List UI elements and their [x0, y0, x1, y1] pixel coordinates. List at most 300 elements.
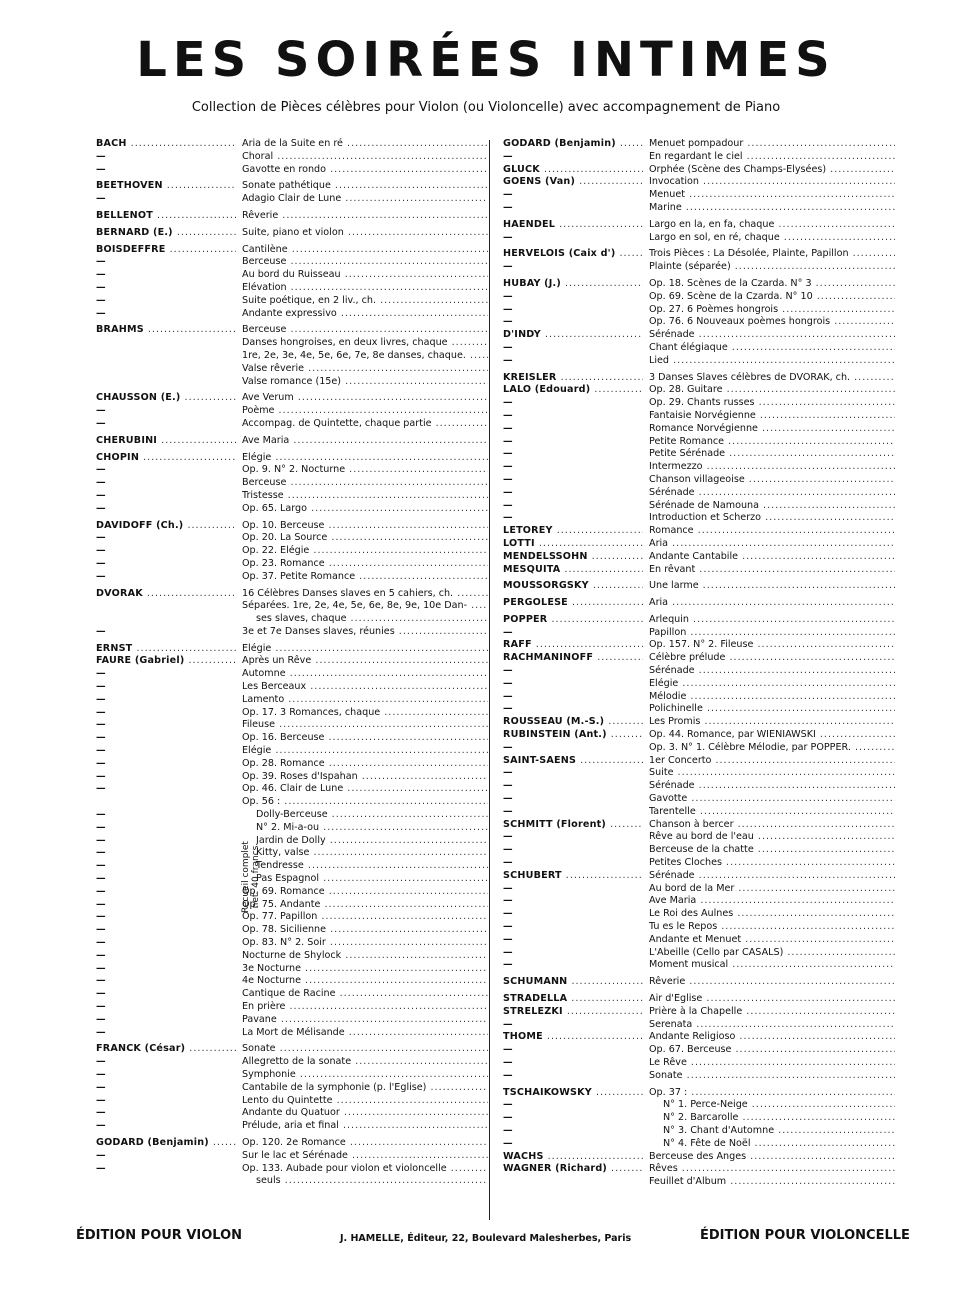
piece-title: Chant élégiaque ..... [649, 342, 895, 355]
composer-name: — [503, 844, 513, 856]
piece-title: Cantilène ..... [242, 244, 488, 257]
piece-title: 4e Nocturne ..... [242, 975, 488, 988]
catalog-row [503, 976, 895, 989]
piece-title: 1er Concerto ..... [649, 755, 895, 768]
catalog-row [96, 1014, 488, 1027]
composer-name: — [503, 1018, 513, 1030]
piece-title: Tarentelle ..... [649, 806, 895, 819]
composer-name: — [96, 1026, 106, 1038]
composer-name: — [96, 1081, 106, 1093]
piece-title: Op. 20. La Source ..... [242, 532, 488, 545]
piece-title: Sérénade ..... [649, 487, 895, 500]
piece-title: Tristesse ..... [242, 490, 488, 503]
footer-edition-violin: ÉDITION POUR VIOLON [76, 1228, 243, 1243]
catalog-row [96, 809, 488, 822]
piece-title: Andante expressivo ..... [242, 308, 488, 321]
piece-title: Berceuse ..... [242, 256, 488, 269]
piece-title: Feuillet d'Album ..... [649, 1176, 895, 1189]
composer-name: BEETHOVEN ..... [96, 180, 236, 193]
piece-title: Op. 157. N° 2. Fileuse ..... [649, 639, 895, 652]
catalog-row [503, 304, 895, 317]
piece-title: Allegretto de la sonate ..... [242, 1056, 488, 1069]
catalog-row [503, 500, 895, 513]
composer-name: THOME ..... [503, 1031, 643, 1044]
catalog-row [503, 1006, 895, 1019]
catalog-row [503, 1087, 895, 1100]
catalog-row [96, 210, 488, 223]
catalog-row [503, 512, 895, 525]
composer-name: — [503, 150, 513, 162]
composer-name: — [503, 341, 513, 353]
piece-title: Aria de la Suite en ré ..... [242, 138, 488, 151]
catalog-row [503, 1163, 895, 1176]
piece-title: Op. 67. Berceuse ..... [649, 1044, 895, 1057]
catalog-row [503, 564, 895, 577]
catalog-row [96, 963, 488, 976]
catalog-row [96, 719, 488, 732]
catalog-row [503, 819, 895, 832]
composer-name: — [96, 1056, 106, 1068]
composer-name: — [503, 677, 513, 689]
catalog-row [503, 164, 895, 177]
piece-title: Suite, piano et violon ..... [242, 227, 488, 240]
catalog-row [503, 410, 895, 423]
catalog-row [503, 461, 895, 474]
composer-name: STRADELLA ..... [503, 993, 643, 1006]
composer-name: — [96, 281, 106, 293]
composer-name: — [96, 1094, 106, 1106]
piece-title: En regardant le ciel ..... [649, 151, 895, 164]
catalog-row [96, 151, 488, 164]
composer-name: PERGOLESE ..... [503, 597, 643, 610]
catalog-row [96, 405, 488, 418]
composer-name: — [503, 921, 513, 933]
composer-name: — [503, 665, 513, 677]
composer-name: MENDELSSOHN ..... [503, 551, 643, 564]
catalog-row [96, 745, 488, 758]
catalog-row [96, 937, 488, 950]
composer-name: — [96, 732, 106, 744]
piece-title: Op. 37 : ..... [649, 1087, 895, 1100]
catalog-row [503, 316, 895, 329]
piece-title: Berceuse ..... [242, 477, 488, 490]
composer-name: — [96, 557, 106, 569]
composer-name: — [96, 532, 106, 544]
piece-title: Rêverie ..... [242, 210, 488, 223]
catalog-row [96, 532, 488, 545]
catalog-row [503, 755, 895, 768]
composer-name: — [96, 988, 106, 1000]
piece-title: Andante et Menuet ..... [649, 934, 895, 947]
composer-name: — [96, 307, 106, 319]
piece-title: Romance ..... [649, 525, 895, 538]
composer-name: — [503, 767, 513, 779]
piece-title: Danses hongroises, en deux livres, chaque ..... [242, 337, 488, 350]
composer-name: TSCHAIKOWSKY ..... [503, 1087, 643, 1100]
composer-name: — [503, 397, 513, 409]
catalog-row [503, 627, 895, 640]
catalog-row [96, 1056, 488, 1069]
piece-title: Op. 76. 6 Nouveaux poèmes hongrois ..... [649, 316, 895, 329]
catalog-row [96, 655, 488, 668]
footer-publisher: J. HAMELLE, Éditeur, 22, Boulevard Malesherbes, Paris [340, 1233, 632, 1244]
catalog-row [503, 278, 895, 291]
composer-name: BRAHMS ..... [96, 324, 236, 337]
composer-name: D'INDY ..... [503, 329, 643, 342]
catalog-row [503, 176, 895, 189]
piece-title: Trois Pièces : La Désolée, Plainte, Papillon ..... [649, 248, 895, 261]
composer-name: — [503, 473, 513, 485]
catalog-row [503, 793, 895, 806]
piece-title: Op. 44. Romance, par WIENIAWSKI ..... [649, 729, 895, 742]
catalog-row [96, 256, 488, 269]
composer-name: — [503, 201, 513, 213]
composer-name: — [503, 1112, 513, 1124]
composer-name: LETOREY ..... [503, 525, 643, 538]
composer-name: — [96, 809, 106, 821]
catalog-row [96, 164, 488, 177]
piece-title: Lied ..... [649, 355, 895, 368]
piece-title: Op. 17. 3 Romances, chaque ..... [242, 707, 488, 720]
catalog-row [96, 1120, 488, 1133]
piece-title: 3e Nocturne ..... [242, 963, 488, 976]
catalog-row [96, 308, 488, 321]
catalog-row [96, 392, 488, 405]
piece-title: Op. 133. Aubade pour violon et violoncelle ..... [242, 1163, 488, 1176]
catalog-row [503, 1057, 895, 1070]
composer-name: SCHUMANN ..... [503, 976, 643, 989]
composer-name: MESQUITA ..... [503, 564, 643, 577]
catalog-row [503, 934, 895, 947]
composer-name: — [503, 499, 513, 511]
piece-title: Jardin de Dolly ..... [256, 835, 488, 848]
piece-title: Op. 9. N° 2. Nocturne ..... [242, 464, 488, 477]
piece-title: Op. 69. Scène de la Czarda. N° 10 ..... [649, 291, 895, 304]
piece-title: Sérénade ..... [649, 665, 895, 678]
composer-name: — [96, 1120, 106, 1132]
piece-title: Moment musical ..... [649, 959, 895, 972]
piece-title: Op. 22. Elégie ..... [242, 545, 488, 558]
catalog-row [96, 1082, 488, 1095]
piece-title: Cantique de Racine ..... [242, 988, 488, 1001]
catalog-row [96, 886, 488, 899]
catalog-row [503, 1070, 895, 1083]
catalog-row [503, 261, 895, 274]
piece-title: Adagio Clair de Lune ..... [242, 193, 488, 206]
catalog-row [96, 138, 488, 151]
piece-title: Berceuse de la chatte ..... [649, 844, 895, 857]
catalog-row [96, 988, 488, 1001]
catalog-row [96, 873, 488, 886]
catalog-row [96, 244, 488, 257]
catalog-row [503, 487, 895, 500]
catalog-row [96, 503, 488, 516]
composer-name: — [503, 261, 513, 273]
catalog-row [503, 525, 895, 538]
catalog-row [503, 448, 895, 461]
catalog-row [503, 678, 895, 691]
composer-name: — [96, 757, 106, 769]
catalog-row [503, 857, 895, 870]
piece-title: Elégie ..... [242, 452, 488, 465]
composer-name: — [503, 1137, 513, 1149]
piece-title: Tu es le Repos ..... [649, 921, 895, 934]
piece-title: Sur le lac et Sérénade ..... [242, 1150, 488, 1163]
composer-name: — [503, 908, 513, 920]
composer-name: — [503, 895, 513, 907]
composer-name: — [96, 719, 106, 731]
piece-title: Menuet ..... [649, 189, 895, 202]
catalog-row [96, 975, 488, 988]
piece-title: Valse rêverie ..... [242, 363, 488, 376]
catalog-row [96, 1043, 488, 1056]
composer-name: HERVELOIS (Caix d') ..... [503, 248, 643, 261]
composer-name: — [96, 911, 106, 923]
piece-title: Cantabile de la symphonie (p. l'Eglise) ..... [242, 1082, 488, 1095]
catalog-row [503, 342, 895, 355]
piece-title: Sérénade de Namouna ..... [649, 500, 895, 513]
catalog-row [96, 337, 488, 350]
catalog-row [96, 1163, 488, 1176]
piece-title: Célèbre prélude ..... [649, 652, 895, 665]
catalog-row [503, 652, 895, 665]
composer-name: — [96, 464, 106, 476]
composer-name: WAGNER (Richard) ..... [503, 1163, 643, 1176]
composer-name: KREISLER ..... [503, 372, 643, 385]
composer-name: — [96, 269, 106, 281]
piece-title: Elégie ..... [242, 745, 488, 758]
column-divider [489, 140, 490, 1220]
piece-title: 1re, 2e, 3e, 4e, 5e, 6e, 7e, 8e danses, chaque. ..... [242, 350, 488, 363]
right-catalog-column [503, 138, 895, 1189]
composer-name: MOUSSORGSKY ..... [503, 580, 643, 593]
piece-title: Op. 28. Guitare ..... [649, 384, 895, 397]
piece-title: Dolly-Berceuse ..... [256, 809, 488, 822]
catalog-row [503, 806, 895, 819]
catalog-row [96, 1001, 488, 1014]
composer-name: — [503, 290, 513, 302]
piece-title: Tendresse ..... [256, 860, 488, 873]
catalog-row [96, 783, 488, 796]
catalog-row [503, 883, 895, 896]
composer-name: — [503, 793, 513, 805]
piece-title: Op. 56 : ..... [242, 796, 488, 809]
catalog-row [503, 597, 895, 610]
piece-title: Kitty, valse ..... [256, 847, 488, 860]
piece-title: Op. 27. 6 Poèmes hongrois ..... [649, 304, 895, 317]
composer-name: BERNARD (E.) ..... [96, 227, 236, 240]
recueil-note-text: Recueil complet net: 40 francs [241, 841, 261, 913]
catalog-row [503, 691, 895, 704]
catalog-row [96, 950, 488, 963]
catalog-row [503, 716, 895, 729]
piece-title: Séparées. 1re, 2e, 4e, 5e, 6e, 8e, 9e, 10e Dan- ..... [242, 600, 488, 613]
composer-name: — [96, 898, 106, 910]
composer-name: POPPER ..... [503, 614, 643, 627]
catalog-row [503, 1112, 895, 1125]
piece-title: Andante du Quatuor ..... [242, 1107, 488, 1120]
piece-title: N° 4. Fête de Noël ..... [663, 1138, 895, 1151]
catalog-row [503, 1176, 895, 1189]
composer-name: — [503, 435, 513, 447]
composer-name: — [96, 1068, 106, 1080]
catalog-row [96, 435, 488, 448]
catalog-row [96, 363, 488, 376]
composer-name: — [503, 1056, 513, 1068]
catalog-row [503, 291, 895, 304]
piece-title: Au bord de la Mer ..... [649, 883, 895, 896]
catalog-row [503, 947, 895, 960]
composer-name: — [96, 625, 106, 637]
composer-name: ROUSSEAU (M.-S.) ..... [503, 716, 643, 729]
composer-name: BACH ..... [96, 138, 236, 151]
composer-name: — [96, 834, 106, 846]
piece-title: Lamento ..... [242, 694, 488, 707]
catalog-row [96, 1027, 488, 1040]
composer-name: — [96, 668, 106, 680]
piece-title: Op. 39. Roses d'Ispahan ..... [242, 771, 488, 784]
piece-title: Gavotte en rondo ..... [242, 164, 488, 177]
catalog-row [503, 474, 895, 487]
piece-title: Fileuse ..... [242, 719, 488, 732]
piece-title: Au bord du Ruisseau ..... [242, 269, 488, 282]
composer-name: — [96, 193, 106, 205]
piece-title: Elégie ..... [242, 643, 488, 656]
piece-title: seuls ..... [256, 1175, 488, 1188]
composer-name: GODARD (Benjamin) ..... [503, 138, 643, 151]
catalog-row [96, 452, 488, 465]
catalog-row [503, 767, 895, 780]
composer-name: — [96, 821, 106, 833]
composer-name: — [96, 256, 106, 268]
composer-name: GLUCK ..... [503, 164, 643, 177]
composer-name: — [503, 189, 513, 201]
piece-title: Rêves ..... [649, 1163, 895, 1176]
catalog-row [503, 580, 895, 593]
piece-title: Automne ..... [242, 668, 488, 681]
piece-title: Chanson à bercer ..... [649, 819, 895, 832]
piece-title: Orphée (Scène des Champs-Elysées) ..... [649, 164, 895, 177]
catalog-row [503, 436, 895, 449]
piece-title: Polichinelle ..... [649, 703, 895, 716]
piece-title: Prélude, aria et final ..... [242, 1120, 488, 1133]
composer-name: RUBINSTEIN (Ant.) ..... [503, 729, 643, 742]
catalog-row [96, 626, 488, 639]
piece-title: Ave Maria ..... [649, 895, 895, 908]
catalog-row [96, 847, 488, 860]
piece-title: Largo en la, en fa, chaque ..... [649, 219, 895, 232]
piece-title: En prière ..... [242, 1001, 488, 1014]
composer-name: — [96, 570, 106, 582]
composer-name: HAENDEL ..... [503, 219, 643, 232]
piece-title: 16 Célèbres Danses slaves en 5 cahiers, ch. ..... [242, 588, 488, 601]
composer-name: BOISDEFFRE ..... [96, 244, 236, 257]
catalog-row [96, 758, 488, 771]
piece-title: Sérénade ..... [649, 329, 895, 342]
composer-name: — [503, 741, 513, 753]
catalog-row [503, 372, 895, 385]
catalog-row [96, 295, 488, 308]
piece-title: Les Promis ..... [649, 716, 895, 729]
catalog-row [503, 1151, 895, 1164]
composer-name: HUBAY (J.) ..... [503, 278, 643, 291]
composer-name: — [503, 461, 513, 473]
catalog-row [96, 1069, 488, 1082]
catalog-row [503, 1125, 895, 1138]
piece-title: Les Berceaux ..... [242, 681, 488, 694]
catalog-row [503, 844, 895, 857]
composer-name: SAINT-SAENS ..... [503, 755, 643, 768]
piece-title: ses slaves, chaque ..... [256, 613, 488, 626]
catalog-row [96, 1107, 488, 1120]
catalog-row [96, 899, 488, 912]
catalog-row [503, 908, 895, 921]
composer-name: CHOPIN ..... [96, 452, 236, 465]
composer-name: — [96, 706, 106, 718]
piece-title: Op. 29. Chants russes ..... [649, 397, 895, 410]
catalog-row [96, 269, 488, 282]
composer-name: — [96, 681, 106, 693]
piece-title: Pavane ..... [242, 1014, 488, 1027]
piece-title: Sonate ..... [242, 1043, 488, 1056]
piece-title: Lento du Quintette ..... [242, 1095, 488, 1108]
piece-title: Op. 23. Romance ..... [242, 558, 488, 571]
catalog-row [96, 822, 488, 835]
composer-name: — [96, 885, 106, 897]
composer-name: DVORAK ..... [96, 588, 236, 601]
piece-title: Après un Rêve ..... [242, 655, 488, 668]
composer-name: — [96, 1162, 106, 1174]
piece-title: Op. 83. N° 2. Soir ..... [242, 937, 488, 950]
piece-title: Prière à la Chapelle ..... [649, 1006, 895, 1019]
composer-name: — [96, 975, 106, 987]
composer-name: — [503, 316, 513, 328]
composer-name: — [503, 231, 513, 243]
piece-title: Sérénade ..... [649, 870, 895, 883]
composer-name: SCHMITT (Florent) ..... [503, 819, 643, 832]
catalog-row [503, 1044, 895, 1057]
piece-title: Rêverie ..... [649, 976, 895, 989]
catalog-row [503, 538, 895, 551]
composer-name: RAFF ..... [503, 639, 643, 652]
catalog-row [96, 376, 488, 389]
composer-name: — [96, 294, 106, 306]
piece-title: Largo en sol, en ré, chaque ..... [649, 232, 895, 245]
composer-name: — [503, 857, 513, 869]
piece-title: Op. 120. 2e Romance ..... [242, 1137, 488, 1150]
catalog-row [503, 232, 895, 245]
catalog-row [503, 729, 895, 742]
catalog-row [96, 860, 488, 873]
catalog-row [503, 895, 895, 908]
piece-title: Rêve au bord de l'eau ..... [649, 831, 895, 844]
piece-title: Petite Romance ..... [649, 436, 895, 449]
piece-title: Andante Religioso ..... [649, 1031, 895, 1044]
piece-title: Le Rêve ..... [649, 1057, 895, 1070]
piece-title: Pas Espagnol ..... [256, 873, 488, 886]
catalog-row [503, 1019, 895, 1032]
composer-name: — [96, 783, 106, 795]
piece-title: L'Abeille (Cello par CASALS) ..... [649, 947, 895, 960]
piece-title: Suite ..... [649, 767, 895, 780]
composer-name: — [96, 847, 106, 859]
catalog-row [96, 558, 488, 571]
composer-name: — [503, 805, 513, 817]
composer-name: — [503, 422, 513, 434]
catalog-row [96, 520, 488, 533]
footer-edition-cello: ÉDITION POUR VIOLONCELLE [700, 1228, 910, 1243]
composer-name: — [503, 690, 513, 702]
